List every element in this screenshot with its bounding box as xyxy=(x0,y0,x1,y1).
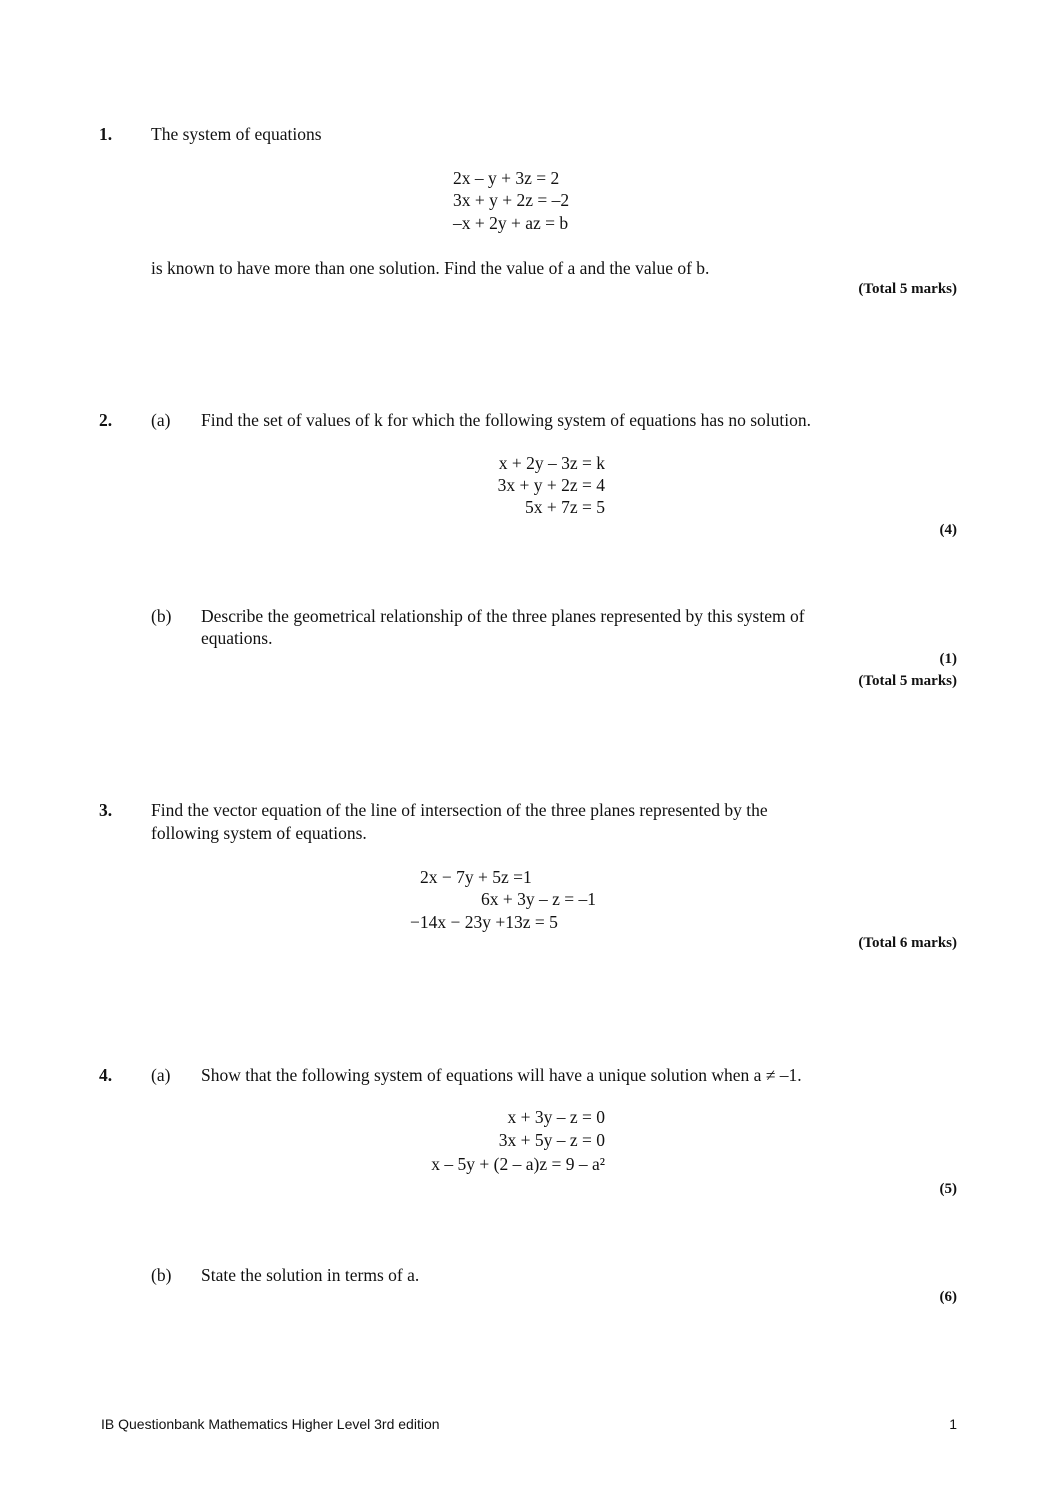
part-text: Show that the following system of equations will have a unique solution when a ≠ –1. xyxy=(201,1065,802,1085)
part-text: State the solution in terms of a. xyxy=(201,1265,420,1285)
part-text: Find the set of values of k for which the following system of equations has no solution. xyxy=(201,410,811,430)
part-label: (b) xyxy=(151,1265,172,1285)
part-label: (a) xyxy=(151,410,171,430)
equation: −14x − 23y +13z = 5 xyxy=(410,912,558,932)
page-number: 1 xyxy=(949,1416,957,1432)
part-marks: (6) xyxy=(939,1289,957,1305)
part-marks: (5) xyxy=(939,1181,957,1197)
equation: 5x + 7z = 5 xyxy=(524,497,605,517)
part-text: equations. xyxy=(201,628,273,648)
question-text: Find the vector equation of the line of intersection of the three planes represented by the xyxy=(151,800,768,820)
question-intro: The system of equations xyxy=(151,124,322,144)
equation: 6x + 3y – z = –1 xyxy=(481,889,597,909)
question-text: following system of equations. xyxy=(151,823,367,843)
equation: x + 2y – 3z = k xyxy=(498,453,605,473)
part-marks: (4) xyxy=(939,522,957,538)
footer-title: IB Questionbank Mathematics Higher Level 3rd edition xyxy=(101,1416,440,1432)
equation: 3x + 5y – z = 0 xyxy=(498,1130,605,1150)
question-number: 4. xyxy=(99,1065,113,1085)
part-text: Describe the geometrical relationship of the three planes represented by this system of xyxy=(201,606,805,626)
equation: x + 3y – z = 0 xyxy=(507,1107,605,1127)
part-marks: (1) xyxy=(939,651,957,667)
question-number: 2. xyxy=(99,410,113,430)
equation: 2x − 7y + 5z =1 xyxy=(420,867,532,887)
question-number: 1. xyxy=(99,124,113,144)
part-label: (a) xyxy=(151,1065,171,1085)
equation: 3x + y + 2z = –2 xyxy=(453,190,570,210)
total-marks: (Total 5 marks) xyxy=(858,673,957,689)
question-number: 3. xyxy=(99,800,113,820)
total-marks: (Total 5 marks) xyxy=(858,281,957,297)
total-marks: (Total 6 marks) xyxy=(858,935,957,951)
equation: 2x – y + 3z = 2 xyxy=(453,168,560,188)
equation: 3x + y + 2z = 4 xyxy=(497,475,605,495)
question-text: is known to have more than one solution. Find the value of a and the value of b. xyxy=(151,258,710,278)
part-label: (b) xyxy=(151,606,172,626)
equation: x – 5y + (2 – a)z = 9 – a² xyxy=(431,1154,605,1174)
equation: –x + 2y + az = b xyxy=(453,213,569,233)
